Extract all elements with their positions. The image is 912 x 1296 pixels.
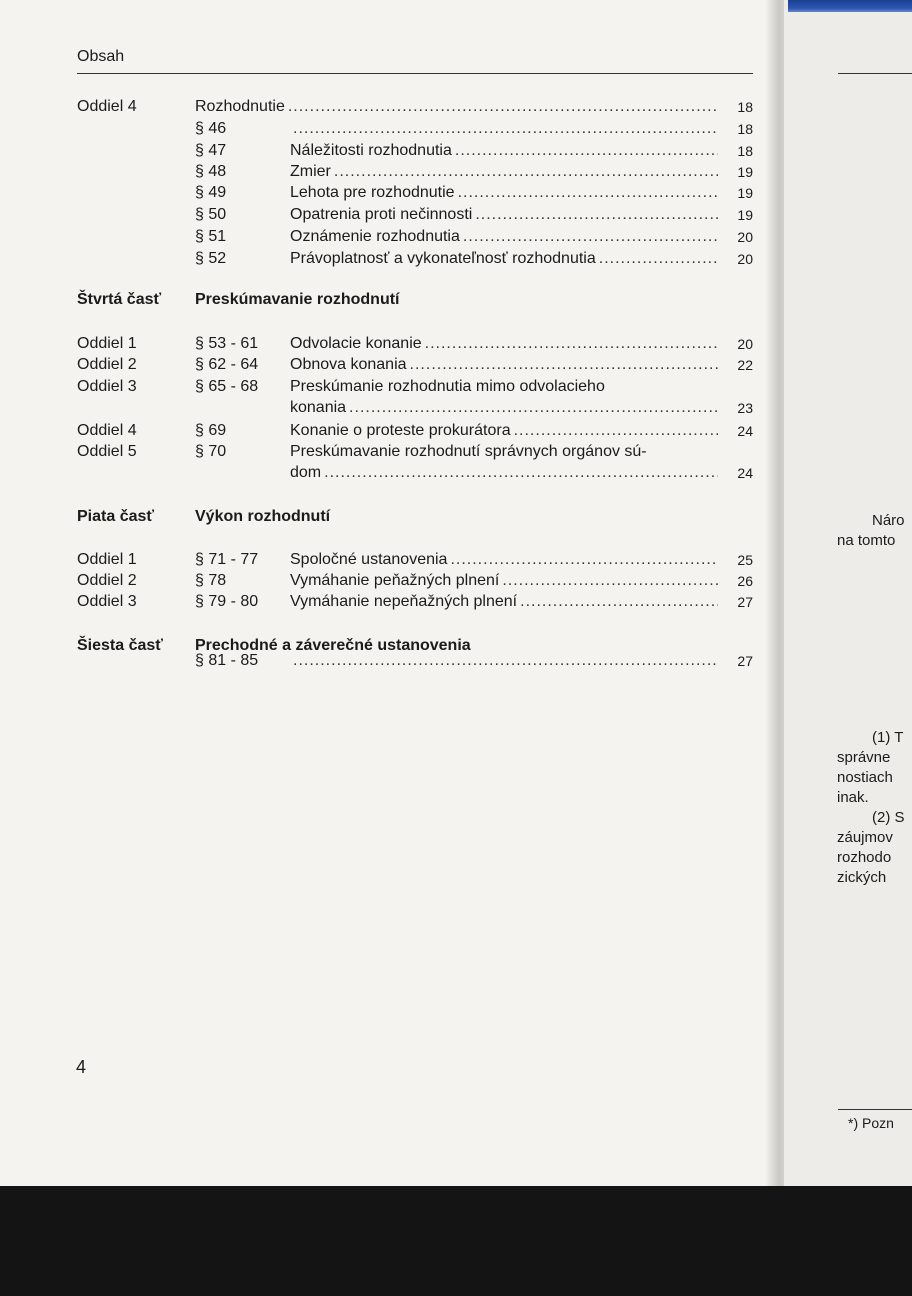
toc-page-number: 26 [737, 573, 753, 589]
toc-row [77, 205, 753, 225]
toc-page-number: 22 [737, 357, 753, 373]
right-page-line: (2) S [872, 809, 905, 826]
toc-page-number: 19 [737, 164, 753, 180]
toc-part-label: Oddiel 4 [77, 422, 137, 439]
right-page-header-rule [838, 73, 912, 74]
right-page-line: zických [837, 869, 887, 886]
toc-paragraph-range: § 51 [195, 228, 227, 245]
toc-section-heading [77, 507, 753, 527]
toc-page-number: 25 [737, 552, 753, 568]
toc-paragraph-range: § 50 [195, 206, 227, 223]
toc-row [77, 398, 753, 418]
toc-part-label: Oddiel 2 [77, 572, 137, 589]
toc-row [77, 550, 753, 570]
toc-entry [290, 463, 721, 483]
toc-paragraph-range: § 53 - 61 [195, 335, 259, 352]
toc-part-label: Šiesta časť [77, 637, 163, 654]
toc-entry [290, 334, 721, 354]
toc-entry-title: Oznámenie rozhodnutia [290, 228, 460, 245]
toc-entry [290, 162, 721, 182]
toc-row [77, 119, 753, 139]
toc-row [77, 355, 753, 375]
toc-entry [290, 119, 721, 139]
dot-leader [502, 571, 718, 591]
toc-entry [290, 592, 721, 612]
toc-paragraph-range: § 49 [195, 184, 227, 201]
toc-entry [290, 377, 605, 397]
toc-section-title: Výkon rozhodnutí [195, 508, 331, 525]
toc-page-number: 27 [737, 653, 753, 669]
toc-row [77, 183, 753, 203]
page-header-title: Obsah [77, 48, 125, 65]
toc-row [77, 421, 753, 441]
toc-part-label: Oddiel 5 [77, 443, 137, 460]
toc-row [77, 377, 753, 397]
toc-row [77, 227, 753, 247]
toc-paragraph-range: § 46 [195, 120, 227, 137]
toc-entry-title: Preskúmavanie rozhodnutí správnych orgánov sú- [290, 443, 647, 460]
dot-leader [450, 550, 718, 570]
toc-section-heading [77, 290, 753, 310]
toc-page-number: 18 [737, 99, 753, 115]
toc-entry [290, 355, 721, 375]
dot-leader [334, 162, 718, 182]
dot-leader [514, 421, 718, 441]
toc-paragraph-range: § 47 [195, 142, 227, 159]
toc-section-label: Rozhodnutie [195, 98, 285, 115]
toc-page-number: 24 [737, 423, 753, 439]
toc-entry [290, 651, 721, 671]
toc-entry-title: Preskúmanie rozhodnutia mimo odvolacieho [290, 378, 605, 395]
toc-entry-title: Vymáhanie nepeňažných plnení [290, 593, 518, 610]
toc-entry-title: Náležitosti rozhodnutia [290, 142, 452, 159]
toc-entry-title: Vymáhanie peňažných plnení [290, 572, 500, 589]
toc-row [77, 571, 753, 591]
toc-paragraph-range: § 62 - 64 [195, 356, 259, 373]
toc-page-number: 19 [737, 207, 753, 223]
toc-entry-title: Konanie o proteste prokurátora [290, 422, 511, 439]
toc-entry-title: Právoplatnosť a vykonateľnosť rozhodnutia [290, 250, 596, 267]
toc-entry-title: Odvolacie konanie [290, 335, 422, 352]
dot-leader [324, 463, 718, 483]
toc-page-number: 19 [737, 185, 753, 201]
right-page [784, 0, 912, 1186]
toc-paragraph-range: § 81 - 85 [195, 652, 259, 669]
right-page-footnote-rule [838, 1109, 912, 1110]
dot-leader [410, 355, 718, 375]
toc-entry-title: Zmier [290, 163, 331, 180]
toc-entry [290, 571, 721, 591]
toc-row [77, 97, 753, 117]
dot-leader [293, 651, 718, 671]
toc-entry [290, 421, 721, 441]
toc-entry [290, 249, 721, 269]
toc-paragraph-range: § 65 - 68 [195, 378, 259, 395]
toc-entry-title: Opatrenia proti nečinnosti [290, 206, 473, 223]
toc-row [77, 141, 753, 161]
dot-leader [455, 141, 718, 161]
toc-row [77, 651, 753, 671]
toc-part-label: Piata časť [77, 508, 155, 525]
toc-entry [290, 442, 647, 462]
dot-leader [599, 249, 718, 269]
right-page-footnote: *) Pozn [848, 1115, 894, 1131]
toc-entry [290, 141, 721, 161]
right-page-line: rozhodo [837, 849, 892, 866]
toc-entry-title: Obnova konania [290, 356, 407, 373]
toc-paragraph-range: § 70 [195, 443, 227, 460]
dot-leader [475, 205, 718, 225]
header-rule [77, 73, 753, 74]
toc-paragraph-range: § 69 [195, 422, 227, 439]
toc-entry [290, 183, 721, 203]
dot-leader [425, 334, 718, 354]
toc-entry-title: Lehota pre rozhodnutie [290, 184, 455, 201]
right-page-line: záujmov [837, 829, 893, 846]
toc-part-label: Oddiel 1 [77, 335, 137, 352]
right-page-line: nostiach [837, 769, 893, 786]
toc-part-label: Oddiel 1 [77, 551, 137, 568]
page-number: 4 [76, 1057, 87, 1077]
dot-leader [293, 119, 718, 139]
toc-section-title: Preskúmavanie rozhodnutí [195, 291, 400, 308]
toc-paragraph-range: § 78 [195, 572, 227, 589]
blue-cover-edge [788, 0, 912, 12]
toc-row [77, 162, 753, 182]
toc-entry [290, 205, 721, 225]
toc-part-label: Štvrtá časť [77, 291, 162, 308]
toc-page-number: 20 [737, 336, 753, 352]
toc-entry-title: konania [290, 399, 347, 416]
toc-entry [290, 227, 721, 247]
toc-part-label: Oddiel 3 [77, 378, 137, 395]
toc-row [77, 334, 753, 354]
dot-leader [520, 592, 718, 612]
toc-part-label: Oddiel 2 [77, 356, 137, 373]
dot-leader [463, 227, 718, 247]
right-page-line: (1) T [872, 729, 904, 746]
toc-row [77, 249, 753, 269]
right-page-line: Náro [872, 512, 905, 529]
dot-leader [349, 398, 718, 418]
toc-entry-title: Spoločné ustanovenia [290, 551, 448, 568]
toc-page-number: 20 [737, 229, 753, 245]
toc-entry [290, 398, 721, 418]
toc-page-number: 23 [737, 400, 753, 416]
right-page-line: správne [837, 749, 891, 766]
dot-leader [288, 97, 718, 117]
toc-entry-title: dom [290, 464, 322, 481]
toc-row [77, 463, 753, 483]
toc-page-number: 24 [737, 465, 753, 481]
toc-entry [195, 97, 721, 117]
toc-paragraph-range: § 79 - 80 [195, 593, 259, 610]
toc-row [77, 592, 753, 612]
right-page-line: inak. [837, 789, 869, 806]
toc-row [77, 442, 753, 462]
toc-paragraph-range: § 52 [195, 250, 227, 267]
right-page-line: na tomto [837, 532, 896, 549]
toc-part-label: Oddiel 4 [77, 98, 137, 115]
toc-part-label: Oddiel 3 [77, 593, 137, 610]
toc-page-number: 27 [737, 594, 753, 610]
dot-leader [458, 183, 718, 203]
toc-page-number: 20 [737, 251, 753, 267]
toc-paragraph-range: § 71 - 77 [195, 551, 259, 568]
toc-paragraph-range: § 48 [195, 163, 227, 180]
toc-entry [290, 550, 721, 570]
toc-page-number: 18 [737, 121, 753, 137]
toc-page-number: 18 [737, 143, 753, 159]
toc-section-title: Prechodné a záverečné ustanovenia [195, 637, 471, 654]
